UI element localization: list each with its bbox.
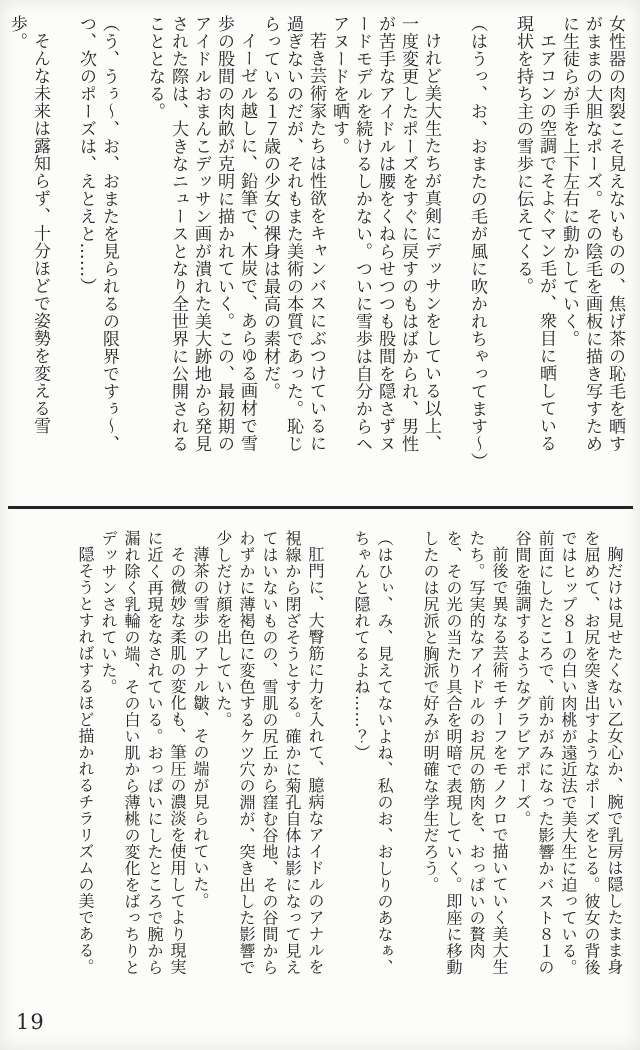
paragraph: 薄茶の雪歩のアナル皺、その端が見られていた。: [191, 546, 210, 909]
paragraph: 若き芸術家たちは性欲をキャンバスにぶつけているに過ぎないのだが、それもまた美術の本質であった。恥じらっている１７歳の少女の裸身は最高の素材だ。: [260, 15, 326, 453]
text-section-bottom: [12, 530, 626, 986]
paragraph: けれど美大生たちが真剣にデッサンをしている以上、一度変更したポーズをすぐに戻すのもはばかられ、男性が苦手なアイドルは腰をくねらせつつも股間を隠さずヌードモデルを続けるしかない。ついに雪歩は自分からヘアヌードを晒す。: [329, 15, 441, 453]
paragraph: その微妙な柔肌の変化も、筆圧の濃淡を使用してより現実に近く再現をなされている。おっぱいにしたところで腕から漏れ除く乳輪の端、その白い肌から薄桃の変化をばっちりとデッサンされていた。: [99, 530, 187, 976]
paragraph: イーゼル越しに、鉛筆で、木炭で、あらゆる画材で雪歩の股間の肉畝が克明に描かれていく。この、最初期のアイドルおまんこデッサン画が潰れた美大跡地から発見された際は、大きなニュースとなり全世界に公開されることとなる。: [145, 15, 257, 453]
paragraph: 前後で異なる芸術モチーフをモノクロで描いていく美大生たち。写実的なアイドルのお尻の筋肉を、おっぱいの贅肉を、その光の当たり具合を明暗で表現していく。即座に移動したのは尻派と胸派で好みが明確な学生だろう。: [421, 530, 509, 976]
paragraph: 女性器の肉裂こそ見えないものの、焦げ茶の恥毛を晒すがままの大胆なポーズ。その陰毛を画板に描き写すために生徒らが手を上下左右に動かしていく。: [559, 15, 625, 453]
paragraph: 隠そうとすればするほど描かれるチラリズムの美である。: [76, 546, 95, 975]
paragraph: （はうっ、お、おまたの毛が風に吹かれちゃってます〜）: [467, 15, 487, 470]
paragraph: エアコンの空調でそよぐマン毛が、衆目に晒している現状を持ち主の雪歩に伝えてくる。: [513, 15, 556, 452]
paragraph: （う、うぅ〜、お、おまたを見られるの限界ですぅ〜、つ、次のポーズは、えとえと……）: [76, 15, 119, 453]
paragraph: 胸だけは見せたくない乙女心か、腕で乳房は隠したまま身を屈めて、お尻を突き出すようなポーズをとる。彼女の背後ではヒップ８１の白い肉桃が遠近法で美大生に迫っている。前面にしたところで、前かがみになった影響かバスト８１の谷間を強調するようなグラビアポーズ。: [513, 530, 624, 976]
paragraph: 肛門に、大臀筋に力を入れて、臆病なアイドルのアナルを視線から閉ざそうとする。確かに菊孔自体は影になって見えてはいないものの、雪肌の尻丘から窪む谷地、その谷間からわずかに薄褐色に変色するケツ穴の淵が、突き出した影響で少しだけ顔を出していた。: [214, 530, 325, 976]
text-section-top: [7, 15, 626, 470]
page-number: 19: [16, 1010, 45, 1034]
paragraph: そんな未来は露知らず、十分ほどで姿勢を変える雪歩。: [7, 15, 50, 435]
paragraph: （はひぃ、み、見えてないよね、私のお、おしりのあなぁ、ちゃんと隠れてるよね……？）: [352, 530, 394, 976]
section-divider: [8, 506, 633, 509]
